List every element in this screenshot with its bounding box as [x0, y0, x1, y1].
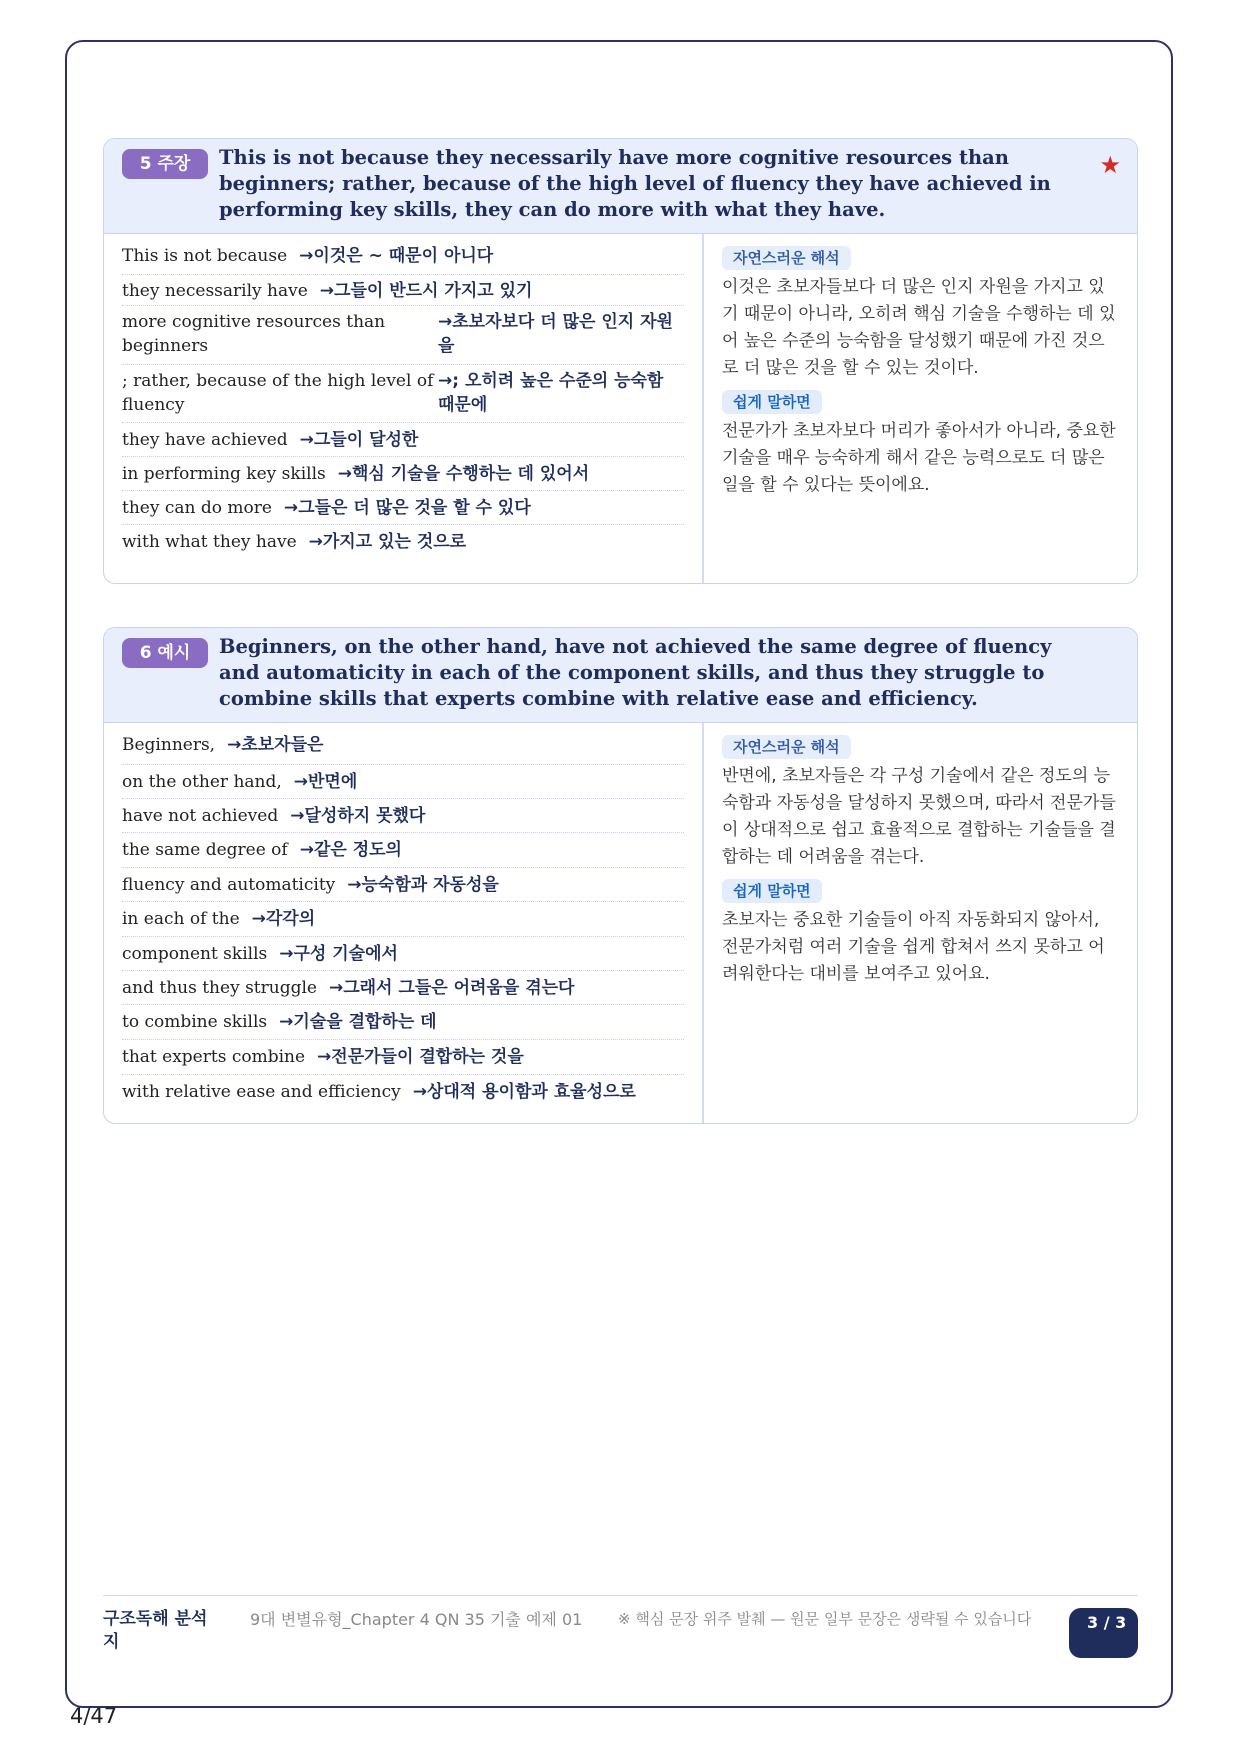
chunk-row	[122, 902, 684, 937]
chunk-ko: →상대적 용이함과 효율성으로	[412, 1082, 636, 1102]
footer-title: 구조독해 분석지	[103, 1609, 208, 1652]
chunk-list	[104, 234, 702, 559]
chunk-ko: →그래서 그들은 어려움을 겪는다	[328, 978, 575, 998]
sentence-card-6	[103, 627, 1138, 1124]
footer-document-name: 9대 변별유형_Chapter 4 QN 35 기출 예제 01	[250, 1610, 583, 1629]
star-icon: ★	[1099, 151, 1121, 179]
chunk-en: they necessarily have	[122, 281, 308, 301]
chunk-row	[122, 1075, 684, 1110]
translation-panel	[704, 234, 1137, 507]
chunk-en: and thus they struggle	[122, 978, 317, 998]
chunk-row	[122, 423, 684, 457]
chunk-en: the same degree of	[122, 840, 288, 860]
easy-explanation: 초보자는 중요한 기술들이 아직 자동화되지 않아서, 전문가처럼 여러 기술을 쉽게 합쳐서 쓰지 못하고 어려워한다는 대비를 보여주고 있어요.	[722, 910, 1105, 984]
chunk-row	[122, 765, 684, 799]
chunk-en: component skills	[122, 944, 268, 964]
chunk-row	[122, 1005, 684, 1040]
card-body	[104, 723, 1137, 1123]
chunk-ko: →능숙함과 자동성을	[347, 875, 499, 895]
chunk-en: in each of the	[122, 909, 240, 929]
natural-label: 자연스러운 해석	[722, 735, 851, 759]
document-page-number: 4/47	[70, 1704, 118, 1728]
chunk-en: on the other hand,	[122, 772, 282, 792]
chunk-en: with what they have	[122, 532, 297, 552]
chunk-en: in performing key skills	[122, 464, 326, 484]
chunk-ko: →같은 정도의	[299, 840, 402, 860]
easy-explanation: 전문가가 초보자보다 머리가 좋아서가 아니라, 중요한 기술을 매우 능숙하게 해서 같은 능력으로도 더 많은 일을 할 수 있다는 뜻이에요.	[722, 421, 1116, 495]
chunk-en: with relative ease and efficiency	[122, 1082, 401, 1102]
chunk-ko: →구성 기술에서	[279, 944, 398, 964]
chunk-ko: →이것은 ~ 때문이 아니다	[299, 246, 494, 266]
chunk-row	[122, 971, 684, 1005]
chunk-en: they have achieved	[122, 430, 288, 450]
chunk-ko: →초보자들은	[227, 735, 324, 755]
translation-panel	[704, 723, 1137, 996]
card-header	[104, 139, 1137, 234]
sentence-text: Beginners, on the other hand, have not achieved the same degree of fluency and automaticity in each of the component skills, and thus they struggle to combine skills that experts combine with relative ease and efficiency.	[219, 635, 1052, 710]
card-body	[104, 234, 1137, 583]
chunk-en: to combine skills	[122, 1012, 268, 1032]
chunk-row	[122, 244, 684, 275]
sentence-badge: 5 주장	[122, 149, 208, 179]
chunk-list	[104, 723, 702, 1110]
chunk-row	[122, 799, 684, 833]
chunk-en: have not achieved	[122, 806, 279, 826]
chunk-row	[122, 275, 684, 306]
chunk-en: ; rather, because of the high level of fluency	[122, 371, 434, 415]
natural-label: 자연스러운 해석	[722, 246, 851, 270]
chunk-ko: →달성하지 못했다	[290, 806, 426, 826]
natural-translation: 이것은 초보자들보다 더 많은 인지 자원을 가지고 있기 때문이 아니라, 오히려 핵심 기술을 수행하는 데 있어 높은 수준의 능숙함을 달성했기 때문에 가진 것으로 더 많은 것을 할 수 있는 것이다.	[722, 277, 1116, 378]
chunk-ko: →가지고 있는 것으로	[308, 532, 467, 552]
chunk-en: more cognitive resources than beginners	[122, 312, 386, 356]
chunk-en: fluency and automaticity	[122, 875, 336, 895]
sentence-card-5	[103, 138, 1138, 584]
page-indicator: 3 / 3	[1069, 1608, 1138, 1658]
chunk-en: This is not because	[122, 246, 288, 266]
chunk-ko: →그들은 더 많은 것을 할 수 있다	[283, 498, 531, 518]
footer-divider	[103, 1595, 1138, 1596]
chunk-ko: →반면에	[293, 772, 358, 792]
chunk-row	[122, 833, 684, 868]
sentence-badge: 6 예시	[122, 638, 208, 668]
chunk-en: they can do more	[122, 498, 272, 518]
chunk-row	[122, 365, 684, 423]
chunk-ko: →; 오히려 높은 수준의 능숙함 때문에	[438, 371, 664, 415]
natural-translation: 반면에, 초보자들은 각 구성 기술에서 같은 정도의 능숙함과 자동성을 달성하지 못했으며, 따라서 전문가들이 상대적으로 쉽고 효율적으로 결합하는 기술들을 결합하는 데 어려움을 겪는다.	[722, 766, 1116, 867]
chunk-row	[122, 733, 684, 765]
chunk-row	[122, 525, 684, 559]
chunk-row	[122, 1040, 684, 1075]
chunk-en: that experts combine	[122, 1047, 306, 1067]
card-header	[104, 628, 1137, 723]
chunk-ko: →기술을 결합하는 데	[279, 1012, 437, 1032]
footer-note: ※ 핵심 문장 위주 발췌 — 원문 일부 문장은 생략될 수 있습니다	[618, 1610, 1032, 1628]
sentence-text: This is not because they necessarily have more cognitive resources than beginners; rather, because of the high level of fluency they have achieved in performing key skills, they can do more with what they have.	[219, 146, 1051, 221]
chunk-row	[122, 491, 684, 525]
chunk-row	[122, 306, 684, 365]
chunk-ko: →전문가들이 결합하는 것을	[317, 1047, 524, 1067]
chunk-ko: →그들이 반드시 가지고 있기	[319, 281, 533, 301]
chunk-ko: →초보자보다 더 많은 인지 자원을	[438, 312, 673, 356]
chunk-row	[122, 868, 684, 902]
easy-label: 쉽게 말하면	[722, 390, 822, 414]
easy-label: 쉽게 말하면	[722, 879, 822, 903]
chunk-ko: →각각의	[251, 909, 316, 929]
chunk-row	[122, 937, 684, 971]
chunk-en: Beginners,	[122, 735, 216, 755]
chunk-row	[122, 457, 684, 491]
chunk-ko: →그들이 달성한	[299, 430, 419, 450]
chunk-ko: →핵심 기술을 수행하는 데 있어서	[337, 464, 590, 484]
